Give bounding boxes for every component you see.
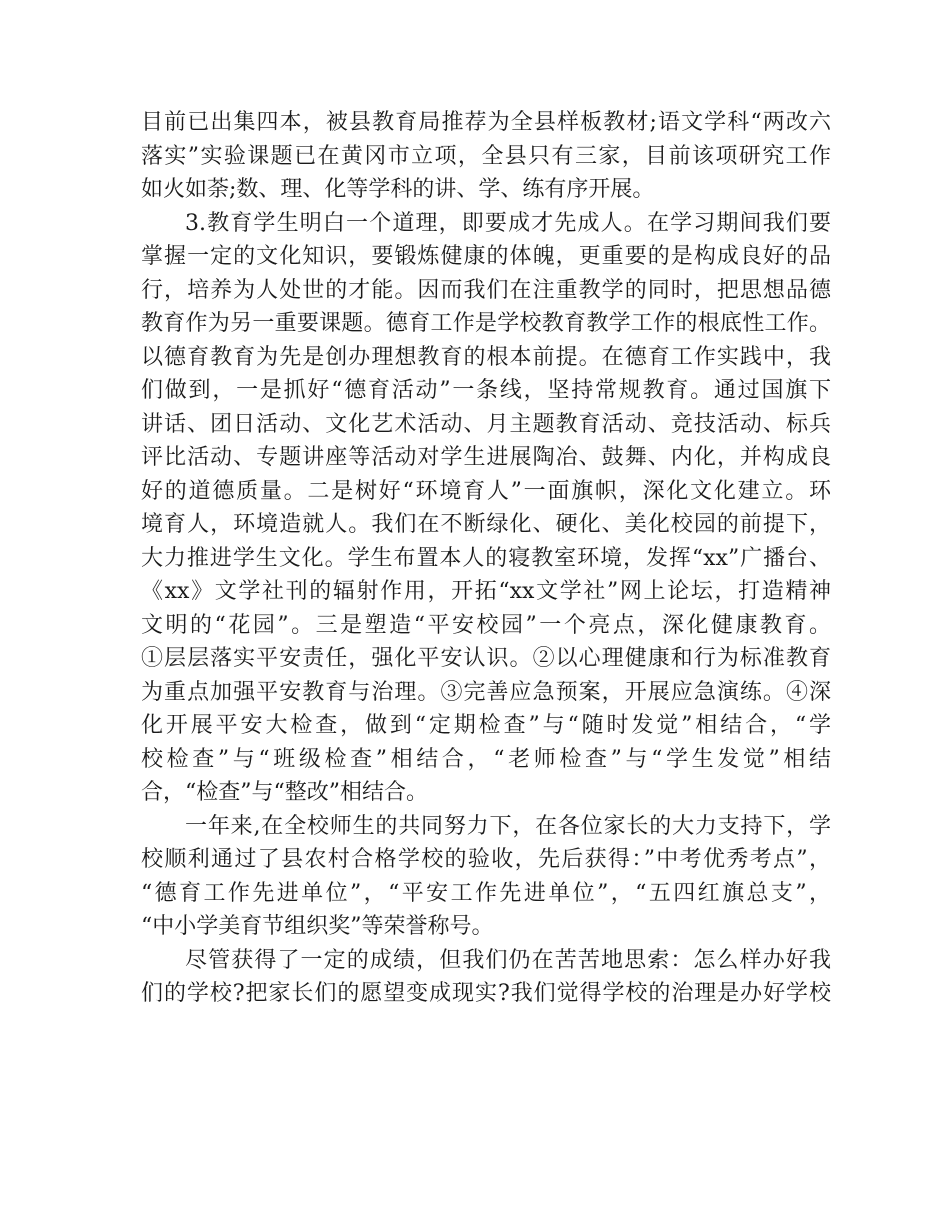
text-line: 校检查”与“班级检查”相结合，“老师检查”与“学生发觉”相结 — [141, 746, 831, 772]
text-line: 讲话、团日活动、文化艺术活动、月主题教育活动、竞技活动、标兵 — [141, 411, 831, 437]
text-line: 们的学校?把家长们的愿望变成现实?我们觉得学校的治理是办好学校 — [141, 981, 831, 1006]
text-line: ①层层落实平安责任，强化平安认识。②以心理健康和行为标准教育 — [141, 646, 831, 671]
text-line: 化开展平安大检查，做到“定期检查”与“随时发觉”相结合，“学 — [141, 713, 831, 738]
text-line: 校顺利通过了县农村合格学校的验收，先后获得：”中考优秀考点”， — [141, 847, 831, 872]
text-line: 3.教育学生明白一个道理，即要成才先成人。在学习期间我们要 — [185, 210, 831, 236]
text-line: 评比活动、专题讲座等活动对学生进展陶冶、鼓舞、内化，并构成良 — [141, 445, 831, 470]
text-line: “德育工作先进单位”，“平安工作先进单位”，“五四红旗总支”， — [141, 880, 831, 906]
text-line: 为重点加强平安教育与治理。③完善应急预案，开展应急演练。④深 — [141, 679, 831, 705]
text-line: 尽管获得了一定的成绩，但我们仍在苦苦地思索：怎么样办好我 — [185, 947, 831, 973]
text-line: 一年来,在全校师生的共同努力下，在各位家长的大力支持下，学 — [185, 813, 831, 839]
text-line: 《xx》文学社刊的辐射作用，开拓“xx文学社”网上论坛，打造精神 — [141, 579, 831, 604]
text-line: “中小学美育节组织奖”等荣誉称号。 — [141, 914, 494, 939]
text-line: 行，培养为人处世的才能。因而我们在注重教学的同时，把思想品德 — [141, 277, 831, 303]
text-line: 以德育教育为先是创办理想教育的根本前提。在德育工作实践中，我 — [141, 344, 831, 370]
text-line: 掌握一定的文化知识，要锻炼健康的体魄，更重要的是构成良好的品 — [141, 244, 831, 269]
text-line: 合，“检查”与“整改”相结合。 — [141, 780, 428, 805]
text-line: 好的道德质量。二是树好“环境育人”一面旗帜，深化文化建立。环 — [141, 478, 831, 504]
text-line: 们做到，一是抓好“德育活动”一条线，坚持常规教育。通过国旗下 — [141, 378, 831, 403]
body-text — [141, 106, 831, 1011]
text-line: 目前已出集四本，被县教育局推荐为全县样板教材;语文学科“两改六 — [141, 110, 831, 135]
text-line: 境育人，环境造就人。我们在不断绿化、硬化、美化校园的前提下， — [141, 512, 831, 537]
text-line: 如火如荼;数、理、化等学科的讲、学、练有序开展。 — [141, 177, 655, 202]
text-line: 大力推进学生文化。学生布置本人的寝教室环境，发挥“xx”广播台、 — [141, 545, 831, 571]
text-line: 落实”实验课题已在黄冈市立项，全县只有三家，目前该项研究工作 — [141, 143, 831, 169]
text-line: 教育作为另一重要课题。德育工作是学校教育教学工作的根底性工作。 — [141, 311, 831, 336]
text-line: 文明的“花园”。三是塑造“平安校园”一个亮点，深化健康教育。 — [141, 612, 831, 638]
